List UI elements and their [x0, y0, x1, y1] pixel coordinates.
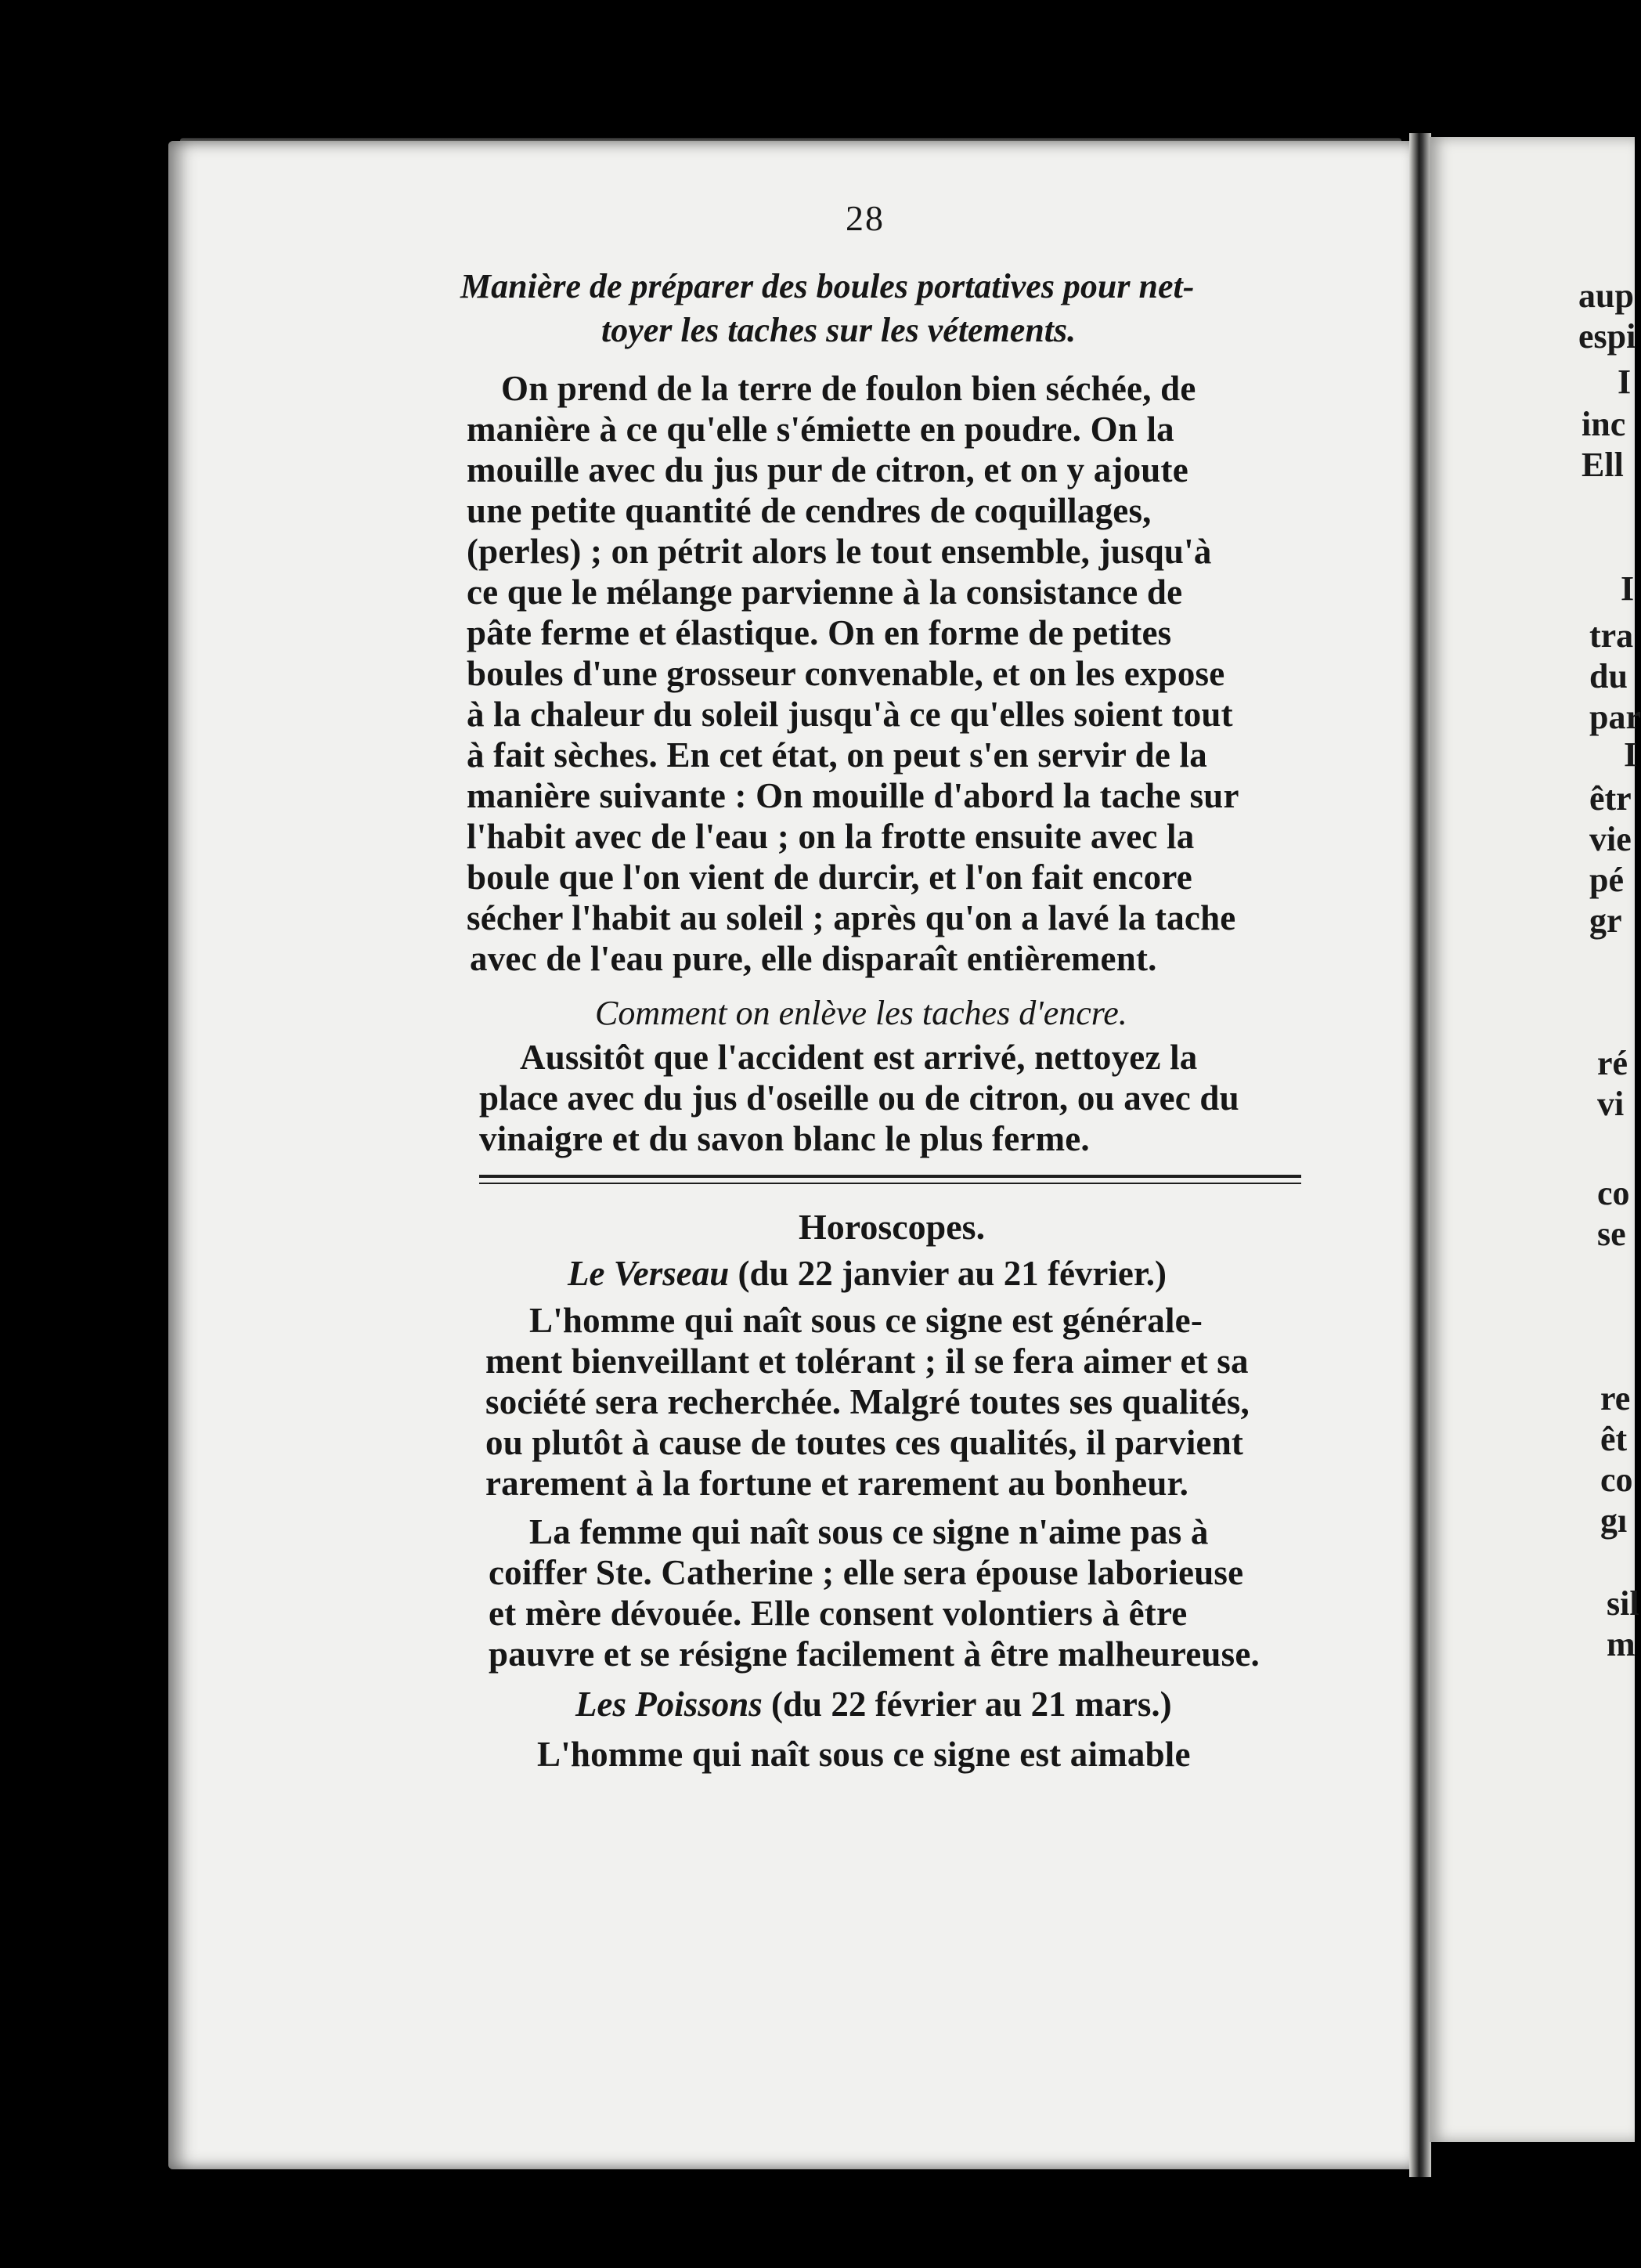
sign-dates: (du 22 janvier au 21 février.) [738, 1254, 1167, 1293]
paragraph-line: (perles) ; on pétrit alors le tout ensemble, jusqu'à [467, 532, 1212, 571]
paragraph-line: coiffer Ste. Catherine ; elle sera épouse laborieuse [489, 1553, 1244, 1592]
right-fragment: du [1589, 657, 1628, 695]
right-fragment: aup [1578, 276, 1634, 315]
right-fragment: I [1624, 735, 1638, 774]
right-fragment: vi [1597, 1085, 1625, 1123]
right-fragment: re [1600, 1379, 1631, 1418]
paragraph-line: L'homme qui naît sous ce signe est générale- [529, 1301, 1203, 1340]
right-fragment: gr [1589, 901, 1622, 940]
paragraph-line: l'habit avec de l'eau ; on la frotte ensuite avec la [467, 817, 1195, 856]
right-fragment: pé [1589, 861, 1624, 899]
sign-name: Les Poissons [575, 1685, 763, 1724]
right-fragment: sil [1607, 1584, 1639, 1623]
paragraph-line: société sera recherchée. Malgré toutes ses qualités, [485, 1382, 1250, 1421]
paragraph-line: La femme qui naît sous ce signe n'aime pas à [529, 1512, 1209, 1551]
paragraph-line: vinaigre et du savon blanc le plus ferme. [479, 1119, 1090, 1158]
book-spine [1409, 133, 1431, 2177]
right-fragment: co [1597, 1174, 1630, 1212]
right-fragment: co [1600, 1461, 1633, 1499]
section-2-title: Comment on enlève les taches d'encre. [595, 994, 1127, 1032]
paragraph-line: Aussitôt que l'accident est arrivé, nettoyez la [520, 1038, 1198, 1077]
paragraph-line: rarement à la fortune et rarement au bonheur. [485, 1464, 1189, 1503]
paragraph-line: à fait sèches. En cet état, on peut s'en servir de la [467, 735, 1207, 775]
paragraph-line: ment bienveillant et tolérant ; il se fera aimer et sa [485, 1342, 1249, 1381]
right-fragment: par [1589, 698, 1641, 736]
right-fragment: inc [1581, 405, 1626, 443]
sign-name: Le Verseau [568, 1254, 730, 1293]
separator-rule [479, 1175, 1301, 1178]
paragraph-line: sécher l'habit au soleil ; après qu'on a lavé la tache [467, 898, 1236, 937]
paragraph-line: pauvre et se résigne facilement à être malheureuse. [489, 1634, 1260, 1674]
paragraph-line: boules d'une grosseur convenable, et on les expose [467, 654, 1225, 693]
right-fragment: êt [1600, 1420, 1628, 1458]
right-fragment: êtr [1589, 779, 1632, 818]
page-number: 28 [846, 198, 885, 238]
paragraph-line: une petite quantité de cendres de coquillages, [467, 491, 1152, 530]
right-fragment: espi [1578, 317, 1636, 356]
paragraph-line: mouille avec du jus pur de citron, et on y ajoute [467, 450, 1188, 489]
paragraph-line: manière suivante : On mouille d'abord la tache sur [467, 776, 1239, 815]
right-fragment: gı [1600, 1501, 1628, 1540]
right-fragment: ré [1597, 1044, 1628, 1082]
paragraph-line: et mère dévouée. Elle consent volontiers à être [489, 1594, 1188, 1633]
right-fragment: Ell [1581, 446, 1624, 484]
sign-dates: (du 22 février au 21 mars.) [771, 1685, 1172, 1724]
paragraph-line: place avec du jus d'oseille ou de citron, ou avec du [479, 1078, 1239, 1118]
paragraph-line: pâte ferme et élastique. On en forme de petites [467, 613, 1172, 652]
sign-heading-verseau [568, 1253, 1167, 1294]
right-fragment: m [1607, 1625, 1636, 1663]
paragraph-line: On prend de la terre de foulon bien séchée, de [501, 369, 1196, 408]
paragraph-line: à la chaleur du soleil jusqu'à ce qu'elles soient tout [467, 695, 1233, 734]
right-fragment: se [1597, 1215, 1626, 1253]
right-fragment: vie [1589, 820, 1632, 858]
horoscopes-title: Horoscopes. [799, 1207, 986, 1247]
separator-rule-thin [479, 1183, 1301, 1184]
right-fragment: I [1618, 363, 1632, 401]
section-title-line-2: toyer les taches sur les vétements. [601, 311, 1077, 349]
paragraph-line: avec de l'eau pure, elle disparaît entièrement. [470, 939, 1157, 978]
paragraph-line: L'homme qui naît sous ce signe est aimable [537, 1735, 1191, 1774]
paragraph-line: boule que l'on vient de durcir, et l'on fait encore [467, 858, 1192, 897]
paragraph-line: ce que le mélange parvienne à la consistance de [467, 572, 1183, 612]
section-title-line-1: Manière de préparer des boules portatives pour net- [460, 267, 1195, 305]
sign-heading-poissons [575, 1684, 1172, 1724]
paragraph-line: ou plutôt à cause de toutes ces qualités, il parvient [485, 1423, 1244, 1462]
right-fragment: tra [1589, 616, 1634, 655]
paragraph-line: manière à ce qu'elle s'émiette en poudre. On la [467, 410, 1174, 449]
right-fragment: I [1621, 569, 1635, 608]
